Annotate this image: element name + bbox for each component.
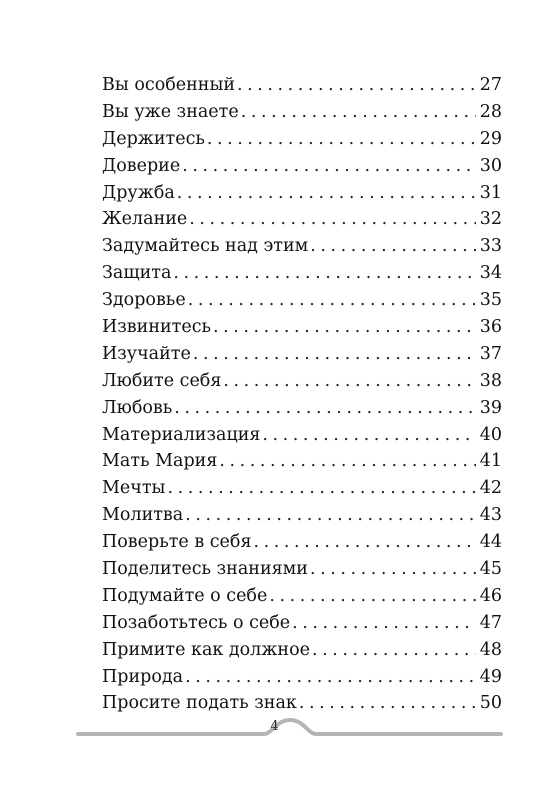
toc-dot-leader — [177, 180, 476, 207]
toc-entry[interactable] — [102, 556, 502, 583]
toc-entry-page: 37 — [479, 343, 502, 364]
toc-entry[interactable] — [102, 287, 502, 314]
toc-entry-title: Позаботьтесь о себе — [102, 612, 291, 633]
toc-entry-title: Материализация — [102, 424, 261, 445]
toc-dot-leader — [269, 583, 475, 610]
toc-entry[interactable] — [102, 72, 502, 99]
toc-entry-page: 34 — [479, 263, 502, 284]
toc-dot-leader — [182, 153, 476, 180]
toc-entry-title: Задумайтесь над этим — [102, 236, 309, 257]
toc-entry[interactable] — [102, 637, 502, 664]
toc-entry[interactable] — [102, 448, 502, 475]
toc-dot-leader — [185, 502, 476, 529]
toc-entry-page: 42 — [479, 478, 502, 499]
toc-dot-leader — [174, 395, 475, 422]
toc-entry-page: 48 — [479, 639, 502, 660]
page-number: 4 — [270, 719, 279, 734]
toc-entry-page: 45 — [479, 559, 502, 580]
toc-dot-leader — [167, 475, 475, 502]
toc-entry[interactable] — [102, 502, 502, 529]
toc-entry[interactable] — [102, 610, 502, 637]
toc-entry[interactable] — [102, 368, 502, 395]
toc-entry[interactable] — [102, 422, 502, 449]
toc-entry[interactable] — [102, 583, 502, 610]
toc-entry-title: Поверьте в себя — [102, 532, 252, 553]
toc-dot-leader — [310, 233, 475, 260]
toc-dot-leader — [237, 72, 476, 99]
toc-entry-title: Здоровье — [102, 290, 186, 311]
toc-dot-leader — [241, 99, 476, 126]
toc-entry-page: 47 — [479, 612, 502, 633]
toc-entry-title: Любовь — [102, 397, 173, 418]
toc-entry-page: 43 — [479, 505, 502, 526]
toc-dot-leader — [189, 206, 475, 233]
toc-entry-title: Природа — [102, 666, 184, 687]
toc-entry[interactable] — [102, 233, 502, 260]
toc-dot-leader — [188, 287, 476, 314]
toc-entry-title: Доверие — [102, 155, 181, 176]
toc-entry-page: 30 — [479, 155, 502, 176]
toc-entry-title: Поделитесь знаниями — [102, 559, 308, 580]
toc-entry-title: Изучайте — [102, 343, 191, 364]
toc-entry-title: Желание — [102, 209, 188, 230]
toc-entry-title: Мать Мария — [102, 451, 218, 472]
toc-entry-title: Примите как должное — [102, 639, 310, 660]
toc-dot-leader — [207, 126, 476, 153]
toc-entry-title: Защита — [102, 263, 172, 284]
toc-entry-title: Мечты — [102, 478, 166, 499]
toc-dot-leader — [223, 368, 475, 395]
toc-entry-page: 49 — [479, 666, 502, 687]
toc-entry-title: Вы особенный — [102, 75, 236, 95]
toc-entry-page: 31 — [479, 182, 502, 203]
toc-dot-leader — [312, 637, 476, 664]
toc-dot-leader — [219, 448, 475, 475]
toc-entry-title: Подумайте о себе — [102, 585, 268, 606]
toc-entry[interactable] — [102, 260, 502, 287]
toc-entry-title: Дружба — [102, 182, 175, 203]
toc-dot-leader — [292, 610, 476, 637]
toc-entry-page: 39 — [479, 397, 502, 418]
toc-entry-page: 41 — [479, 451, 502, 472]
toc-entry[interactable] — [102, 690, 502, 717]
toc-entry-title: Молитва — [102, 505, 184, 526]
toc-entry[interactable] — [102, 99, 502, 126]
toc-dot-leader — [213, 314, 476, 341]
toc-entry[interactable] — [102, 206, 502, 233]
toc-entry[interactable] — [102, 475, 502, 502]
toc-entry-page: 40 — [479, 424, 502, 445]
toc-dot-leader — [310, 556, 476, 583]
toc-dot-leader — [254, 529, 476, 556]
toc-entry-page: 32 — [479, 209, 502, 230]
page-footer — [0, 718, 549, 758]
toc-entry[interactable] — [102, 341, 502, 368]
toc-entry-page: 46 — [479, 585, 502, 606]
toc-dot-leader — [262, 422, 475, 449]
toc-entry[interactable] — [102, 664, 502, 691]
toc-entry[interactable] — [102, 126, 502, 153]
toc-entry-page: 33 — [479, 236, 502, 257]
toc-dot-leader — [173, 260, 475, 287]
toc-dot-leader — [185, 664, 476, 691]
toc-entry-title: Извинитесь — [102, 317, 212, 338]
toc-entry-page: 38 — [479, 370, 502, 391]
toc-entry-page: 44 — [479, 532, 502, 553]
toc-entry[interactable] — [102, 314, 502, 341]
toc-entry-page: 28 — [479, 101, 502, 122]
toc-entry[interactable] — [102, 395, 502, 422]
toc-entry-page: 50 — [479, 693, 502, 714]
toc-entry[interactable] — [102, 529, 502, 556]
toc-entry-title: Держитесь — [102, 128, 205, 149]
toc-entry[interactable] — [102, 153, 502, 180]
toc-entry-page: 27 — [479, 75, 502, 95]
table-of-contents — [102, 72, 502, 717]
toc-dot-leader — [193, 341, 476, 368]
toc-entry-page: 35 — [479, 290, 502, 311]
toc-entry-page: 36 — [479, 317, 502, 338]
toc-entry-title: Вы уже знаете — [102, 101, 239, 122]
toc-entry-page: 29 — [479, 128, 502, 149]
toc-entry-title: Просите подать знак — [102, 693, 297, 714]
toc-entry[interactable] — [102, 180, 502, 207]
toc-dot-leader — [299, 690, 476, 717]
toc-entry-title: Любите себя — [102, 370, 222, 391]
